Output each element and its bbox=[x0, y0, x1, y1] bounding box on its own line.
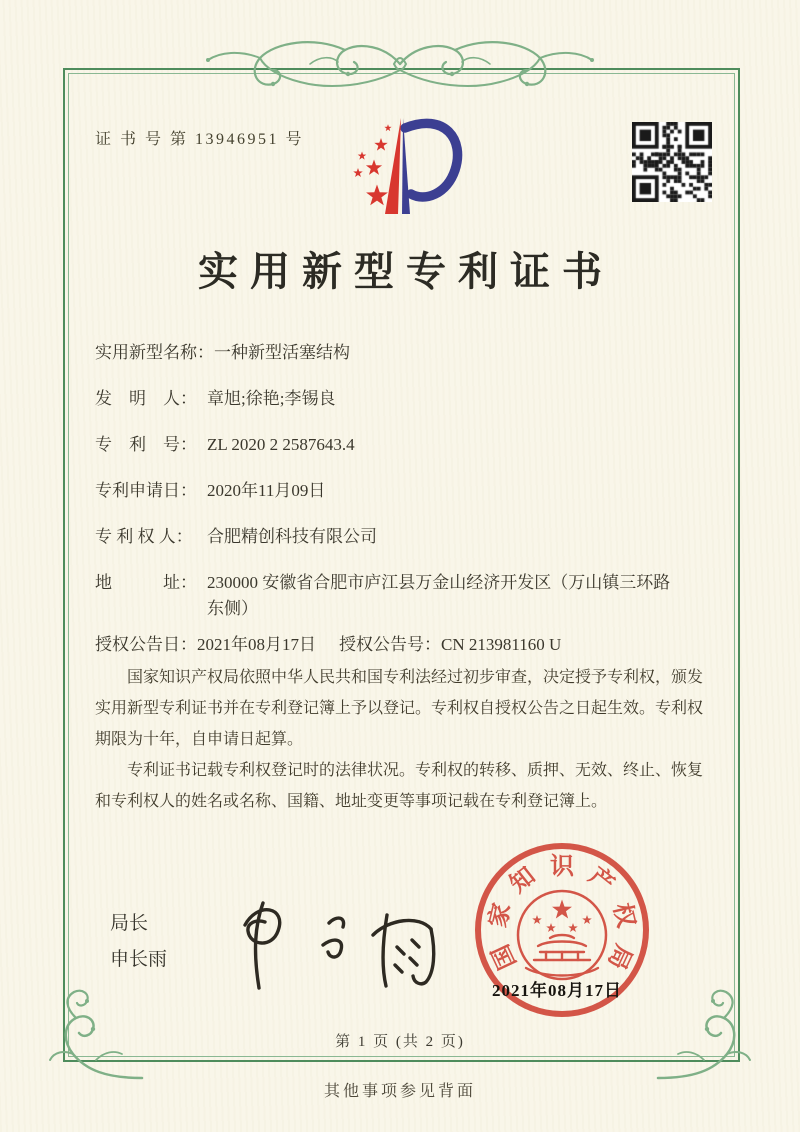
field-label: 地 址： bbox=[95, 573, 197, 592]
svg-text:局: 局 bbox=[602, 940, 636, 973]
svg-text:知: 知 bbox=[505, 862, 541, 899]
field-list bbox=[95, 340, 711, 658]
grant-number-pair bbox=[339, 635, 561, 654]
field-value: ZL 2020 2 2587643.4 bbox=[207, 435, 355, 454]
field-row-patentee bbox=[95, 524, 711, 550]
cnipa-logo-icon bbox=[335, 112, 465, 222]
grant-number-label: 授权公告号： bbox=[339, 635, 441, 654]
certificate-title: 实用新型专利证书 bbox=[198, 249, 614, 294]
legal-paragraph-1: 国家知识产权局依照中华人民共和国专利法经过初步审查，决定授予专利权，颁发实用新型专利证书并在专利登记簿上予以登记。专利权自授权公告之日起生效。专利权期限为十年，自申请日起算。 bbox=[95, 669, 704, 748]
grant-number-value: CN 213981160 U bbox=[441, 635, 562, 654]
certificate-number: 证 书 号 第 13946951 号 bbox=[95, 131, 305, 148]
field-value: 一种新型活塞结构 bbox=[214, 343, 350, 362]
commissioner-block bbox=[110, 906, 167, 978]
field-value: 合肥精创科技有限公司 bbox=[207, 527, 377, 546]
field-label: 专 利 权 人： bbox=[95, 527, 193, 546]
commissioner-name: 申长雨 bbox=[110, 949, 168, 970]
commissioner-title: 局长 bbox=[110, 913, 149, 934]
field-row-name bbox=[95, 340, 711, 366]
back-side-note: 其他事项参见背面 bbox=[323, 1083, 476, 1100]
field-row-address bbox=[95, 570, 711, 622]
qr-code bbox=[632, 122, 712, 202]
legal-text bbox=[95, 662, 709, 817]
svg-text:国: 国 bbox=[488, 940, 522, 973]
field-row-inventors bbox=[95, 386, 711, 412]
svg-text:家: 家 bbox=[485, 900, 517, 931]
commissioner-signature bbox=[225, 893, 445, 998]
field-label: 专利申请日： bbox=[95, 481, 197, 500]
field-label: 实用新型名称： bbox=[95, 343, 214, 362]
field-label: 发 明 人： bbox=[95, 389, 197, 408]
national-emblem-icon bbox=[518, 891, 606, 979]
svg-text:产: 产 bbox=[583, 862, 619, 899]
legal-paragraph-2: 专利证书记载专利权登记时的法律状况。专利权的转移、质押、无效、终止、恢复和专利权人的姓名或名称、国籍、地址变更等事项记载在专利登记簿上。 bbox=[95, 762, 704, 810]
page-number: 第 1 页 (共 2 页) bbox=[335, 1034, 465, 1050]
field-value: 230000 安徽省合肥市庐江县万金山经济开发区（万山镇三环路东侧） bbox=[207, 573, 671, 618]
seal-date: 2021年08月17日 bbox=[492, 981, 622, 1000]
field-label: 专 利 号： bbox=[95, 435, 197, 454]
svg-text:权: 权 bbox=[607, 900, 639, 931]
field-row-filing-date bbox=[95, 478, 711, 504]
grant-row bbox=[95, 632, 711, 658]
grant-date-label: 授权公告日： bbox=[95, 635, 197, 654]
field-value: 章旭;徐艳;李锡良 bbox=[207, 389, 336, 408]
grant-date-value: 2021年08月17日 bbox=[197, 635, 316, 654]
grant-date-pair bbox=[95, 635, 316, 654]
field-value: 2020年11月09日 bbox=[207, 481, 326, 500]
svg-text:识: 识 bbox=[550, 854, 574, 880]
field-row-patent-number bbox=[95, 432, 711, 458]
